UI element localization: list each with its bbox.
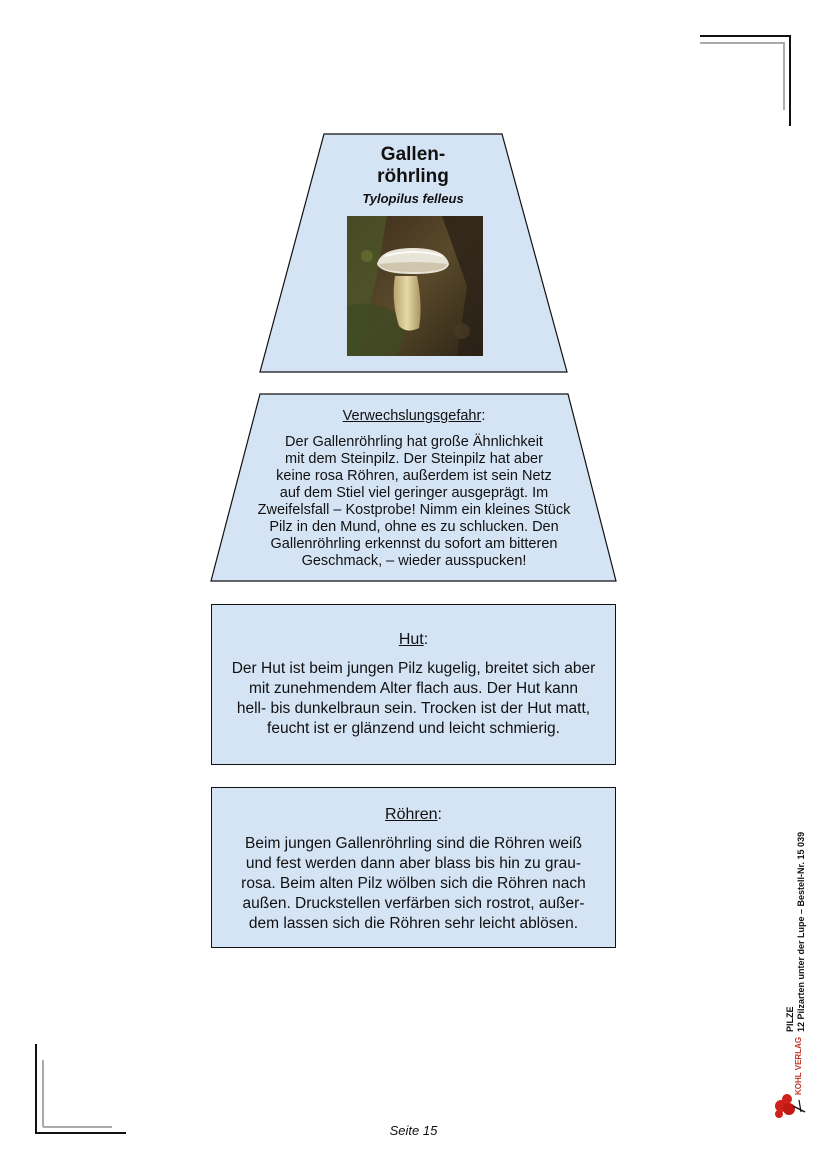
publisher-name: KOHL VERLAG: [794, 1036, 803, 1095]
confusion-heading: [260, 408, 568, 424]
hut-heading: [212, 631, 615, 649]
roehren-heading-colon: :: [437, 806, 442, 823]
hut-heading-label: Hut: [398, 631, 424, 648]
mushroom-title: [323, 144, 503, 188]
latin-name: Tylopilus felleus: [362, 191, 464, 206]
confusion-heading-colon: :: [481, 408, 486, 424]
mushroom-photo: [347, 216, 483, 356]
hut-text: Der Hut ist beim jungen Pilz kugelig, breitet sich aber mit zunehmendem Alter flach aus. Der Hut kann hell- bis dunkelbraun sein. Trocken ist der Hut matt, feucht ist er glänzend und leicht schmierig.: [231, 660, 596, 737]
page-number: Seite 15: [389, 1123, 438, 1138]
hut-box: [211, 604, 616, 765]
title-line-2: röhrling: [377, 166, 449, 187]
publisher-logo-icon: [771, 1086, 811, 1126]
sidebar-order-info: 12 Pilzarten unter der Lupe – Bestell-Nr. 15 039: [796, 831, 806, 1032]
confusion-heading-label: Verwechslungsgefahr: [342, 408, 482, 424]
confusion-text: Der Gallenröhrling hat große Ähnlichkeit mit dem Steinpilz. Der Steinpilz hat aber keine rosa Röhren, außerdem ist sein Netz auf dem Stiel viel geringer ausgeprägt. Im Zweifelsfall – Kostprobe! Nimm ein kleines Stück Pilz in den Mund, ohne es zu schlucken. Den Gallenröhrling erkennst du sofort am bitteren Geschmack, – wieder ausspucken!: [257, 434, 571, 569]
roehren-text: Beim jungen Gallenröhrling sind die Röhren weiß und fest werden dann aber blass bis hin zu grau- rosa. Beim alten Pilz wölben sich die Röhren nach außen. Druckstellen verfärben sich rostrot, außer- dem lassen sich die Röhren sehr leicht ablösen.: [241, 835, 586, 932]
roehren-box: [211, 787, 616, 948]
title-line-1: Gallen-: [380, 144, 446, 165]
roehren-heading: [212, 806, 615, 824]
roehren-heading-label: Röhren: [385, 806, 438, 823]
hut-heading-colon: :: [423, 631, 429, 648]
sidebar-title: PILZE: [785, 1006, 795, 1032]
